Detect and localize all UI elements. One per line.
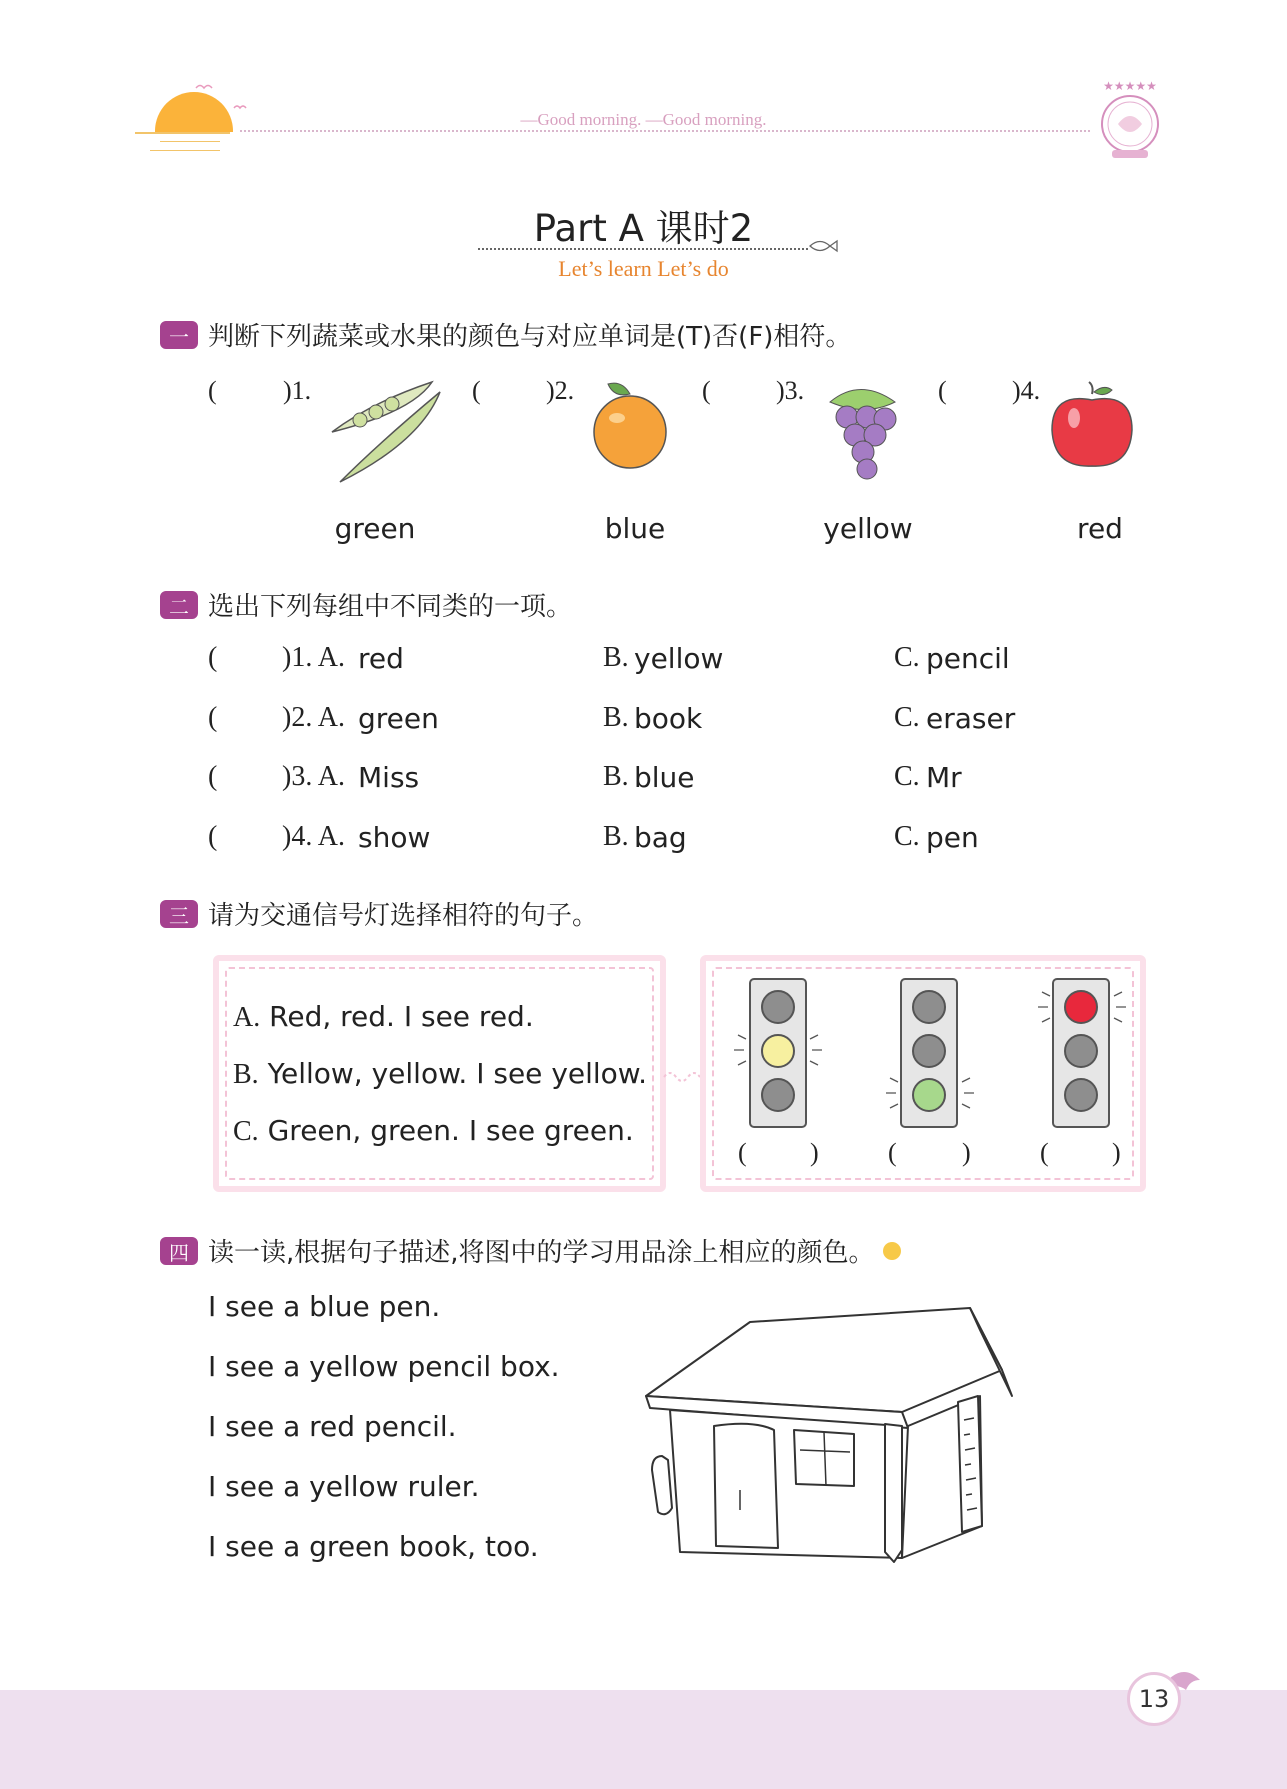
sun-line xyxy=(135,132,230,134)
answer-paren-close: ) xyxy=(962,1138,971,1167)
section-1-heading xyxy=(160,316,851,353)
header-dotted-line xyxy=(240,130,1090,132)
pea-pod-icon xyxy=(320,372,445,487)
brand-logo-icon xyxy=(1090,78,1170,164)
section-4-instruction: 读一读,根据句子描述,将图中的学习用品涂上相应的颜色。 xyxy=(208,1238,875,1268)
section-2-instruction: 选出下列每组中不同类的一项。 xyxy=(208,592,573,622)
glow-lines xyxy=(1034,982,1130,1032)
item-1-number: )1. xyxy=(283,376,312,405)
sentence-a: A. Red, red. I see red. xyxy=(233,1000,534,1033)
section-4-badge: 四 xyxy=(160,1237,198,1265)
stationery-house-icon xyxy=(640,1300,1040,1570)
orange-icon xyxy=(585,372,675,472)
header-greeting: —Good morning. —Good morning. xyxy=(520,110,767,129)
answer-paren-close: ) xyxy=(810,1138,819,1167)
sentence-b: B. Yellow, yellow. I see yellow. xyxy=(233,1057,648,1090)
item-3-word: yellow xyxy=(823,512,913,545)
page-title: Part A 课时2 xyxy=(533,207,754,250)
section-1-instruction: 判断下列蔬菜或水果的颜色与对应单词是(T)否(F)相符。 xyxy=(208,322,852,352)
answer-paren-open: ( xyxy=(702,376,711,405)
sentence-line: I see a red pencil. xyxy=(208,1410,457,1443)
choice-row: ( )3. A. Miss B. blue C. Mr xyxy=(208,761,962,794)
section-3-badge: 三 xyxy=(160,900,198,928)
grapes-icon xyxy=(815,372,910,487)
choice-row: ( )2. A. green B. book C. eraser xyxy=(208,702,1016,735)
page-subtitle: Let’s learn Let’s do xyxy=(558,256,729,281)
item-2-word: blue xyxy=(604,512,666,545)
sun-line xyxy=(150,150,220,151)
title-underline xyxy=(478,248,808,250)
answer-paren-open: ( xyxy=(208,376,217,405)
item-3-number: )3. xyxy=(776,376,805,405)
svg-text:★★★★★: ★★★★★ xyxy=(1103,79,1157,93)
sun-line xyxy=(160,141,220,142)
section-3-instruction: 请为交通信号灯选择相符的句子。 xyxy=(208,901,599,931)
fish-icon xyxy=(808,236,840,256)
lightbulb-icon xyxy=(883,1242,901,1260)
answer-paren-open: ( xyxy=(938,376,947,405)
answer-paren-open: ( xyxy=(738,1138,747,1167)
sentence-c: C. Green, green. I see green. xyxy=(233,1114,634,1147)
item-1-word: green xyxy=(334,512,416,545)
sentence-line: I see a yellow pencil box. xyxy=(208,1350,560,1383)
choice-row: ( )1. A. red B. yellow C. pencil xyxy=(208,642,1010,675)
glow-lines xyxy=(882,1068,978,1118)
glow-lines xyxy=(730,1025,826,1075)
section-4-heading xyxy=(160,1232,901,1269)
sentence-line: I see a green book, too. xyxy=(208,1530,539,1563)
section-1-badge: 一 xyxy=(160,321,198,349)
section-2-badge: 二 xyxy=(160,591,198,619)
apple-icon xyxy=(1048,380,1138,470)
choice-row: ( )4. A. show B. bag C. pen xyxy=(208,821,979,854)
sentence-line: I see a yellow ruler. xyxy=(208,1470,480,1503)
section-3-heading xyxy=(160,895,598,932)
answer-paren-close: ) xyxy=(1112,1138,1121,1167)
item-2-number: )2. xyxy=(546,376,575,405)
item-4-word: red xyxy=(1077,512,1123,545)
answer-paren-open: ( xyxy=(888,1138,897,1167)
answer-paren-open: ( xyxy=(1040,1138,1049,1167)
footer-band xyxy=(0,1690,1287,1789)
item-4-number: )4. xyxy=(1012,376,1041,405)
page-number: 13 xyxy=(1127,1672,1181,1726)
sentence-line: I see a blue pen. xyxy=(208,1290,441,1323)
section-2-heading xyxy=(160,586,572,623)
answer-paren-open: ( xyxy=(472,376,481,405)
